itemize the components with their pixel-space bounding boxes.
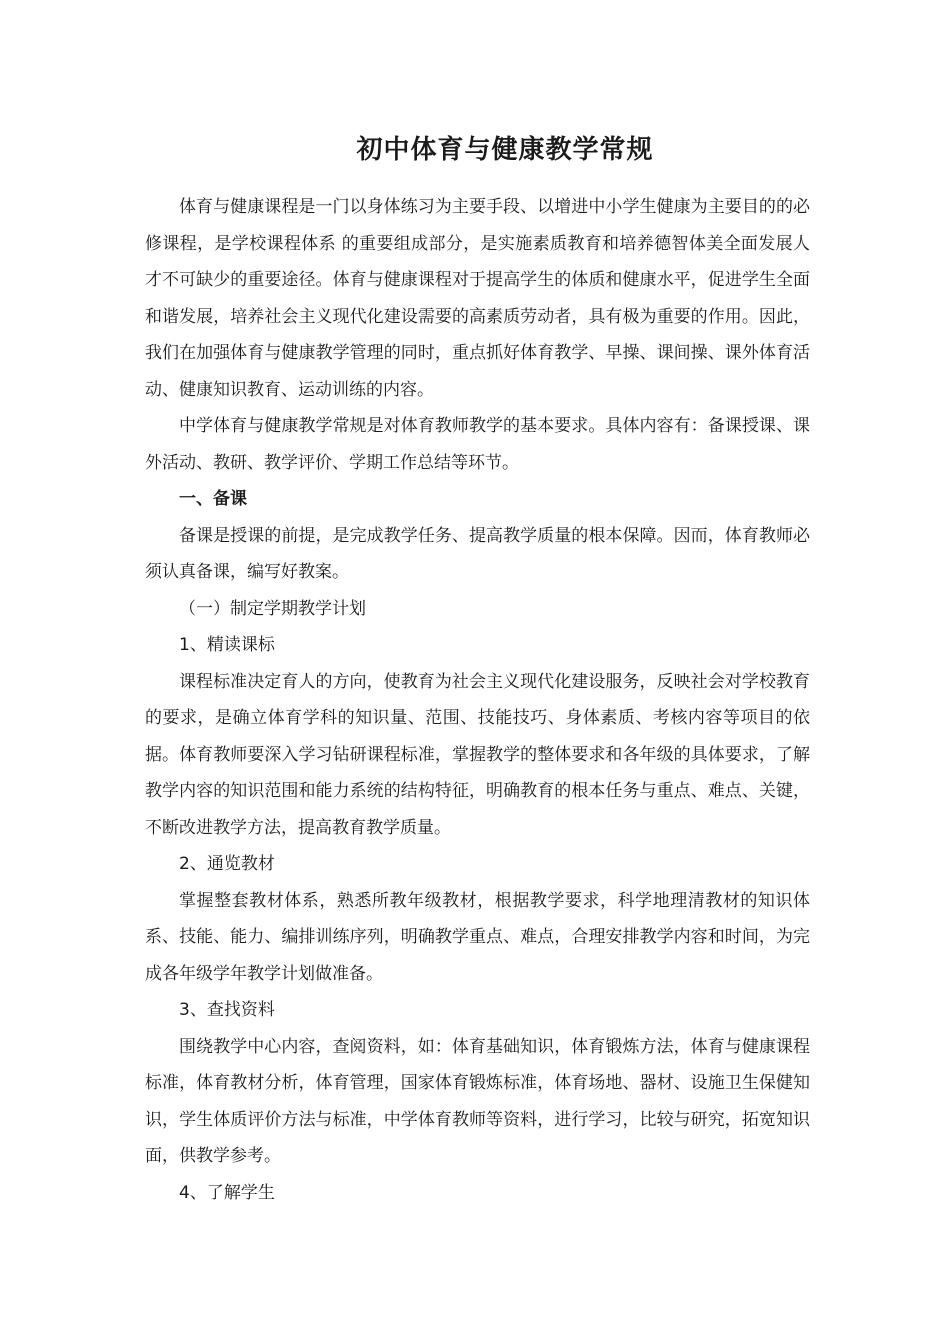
item-heading-1: 1、精读课标 (179, 635, 275, 655)
intro-paragraph-2: 中学体育与健康教学常规是对体育教师教学的基本要求。具体内容有：备课授课、课外活动、教研、教学评价、学期工作总结等环节。 (145, 416, 810, 473)
document-title: 初中体育与健康教学常规 (356, 135, 654, 165)
item-paragraph-1: 课程标准决定育人的方向，使教育为社会主义现代化建设服务，反映社会对学校教育的要求，是确立体育学科的知识量、范围、技能技巧、身体素质、考核内容等项目的依据。体育教师要深入学习钻研课程标准，掌握教学的整体要求和各年级的具体要求，了解教学内容的知识范围和能力系统的结构特征，明确教育的根本任务与重点、难点、关键，不断改进教学方法，提高教育教学质量。 (145, 671, 810, 838)
section-intro-paragraph: 备课是授课的前提，是完成教学任务、提高教学质量的根本保障。因而，体育教师必须认真备课，编写好教案。 (145, 525, 810, 582)
section-heading-lesson-prep: 一、备课 (179, 489, 247, 509)
item-paragraph-3: 围绕教学中心内容，查阅资料，如：体育基础知识，体育锻炼方法，体育与健康课程标准，体育教材分析，体育管理，国家体育锻炼标准，体育场地、器材、设施卫生保健知识，学生体质评价方法与标准，中学体育教师等资料，进行学习，比较与研究，拓宽知识面，供教学参考。 (145, 1036, 810, 1166)
item-paragraph-2: 掌握整套教材体系，熟悉所教年级教材，根据教学要求，科学地理清教材的知识体系、技能、能力、编排训练序列，明确教学重点、难点，合理安排教学内容和时间，为完成各年级学年教学计划做准备。 (145, 890, 810, 984)
subsection-heading-semester-plan: （一）制定学期教学计划 (179, 598, 366, 619)
item-heading-2: 2、通览教材 (179, 854, 275, 874)
item-heading-4: 4、了解学生 (179, 1182, 275, 1203)
intro-paragraph-1: 体育与健康课程是一门以身体练习为主要手段、以增进中小学生健康为主要目的的必修课程，是学校课程体系 的重要组成部分，是实施素质教育和培养德智体美全面发展人才不可缺少的重要途径。体育与健康课程对于提高学生的体质和健康水平，促进学生全面和谐发展，培养社会主义现代化建设需要的高素质劳动者，具有极为重要的作用。因此，我们在加强体育与健康教学管理的同时，重点抓好体育教学、早操、课间操、课外体育活动、健康知识教育、运动训练的内容。 (145, 197, 810, 400)
document-body (145, 189, 810, 1211)
item-heading-3: 3、查找资料 (179, 1000, 275, 1020)
